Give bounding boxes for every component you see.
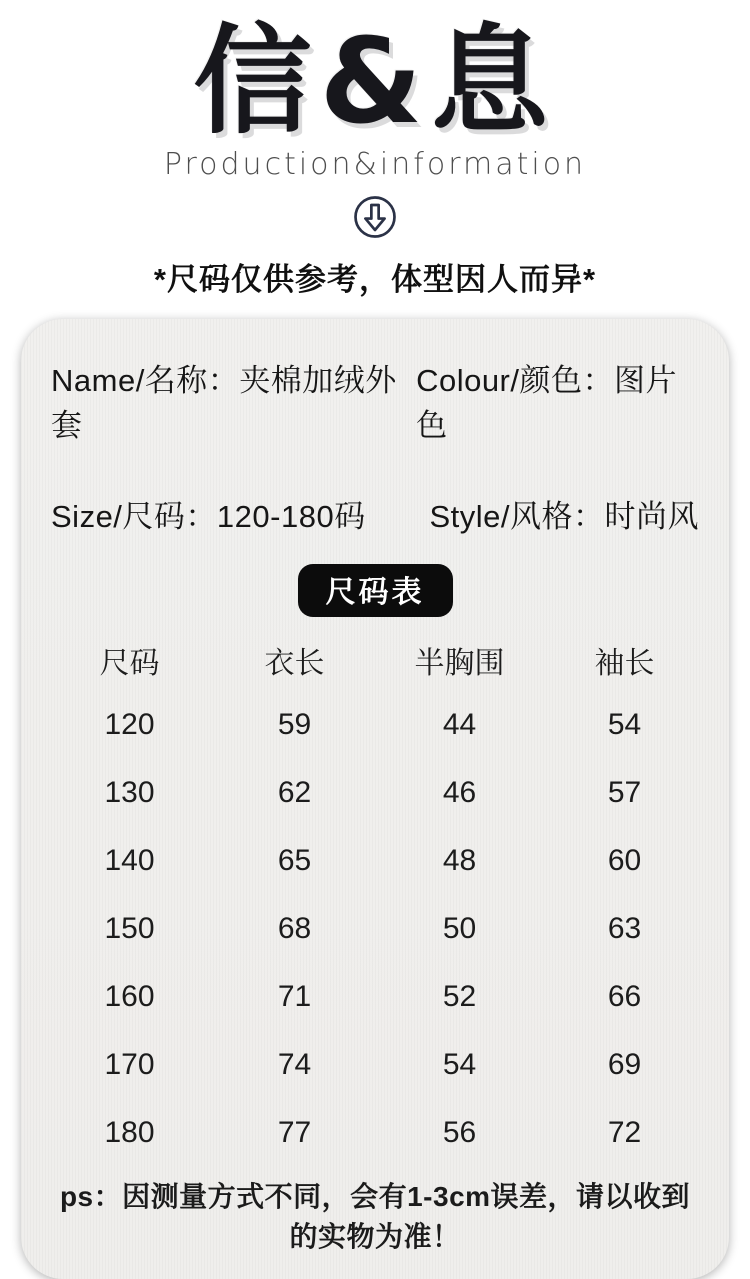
table-column-header: 袖长 (594, 647, 655, 681)
table-column-header: 尺码 (99, 647, 160, 681)
table-cell: 52 (442, 980, 477, 1014)
table-cell: 56 (442, 1116, 477, 1150)
table-cell: 74 (277, 1048, 312, 1082)
meta-colour-value: 图片色 (416, 363, 677, 444)
table-cell: 60 (607, 844, 642, 878)
size-notice: *尺码仅供参考，体型因人而异* (153, 262, 597, 298)
table-cell: 50 (442, 912, 477, 946)
down-arrow-icon (0, 192, 750, 242)
meta-row-size-style (47, 491, 703, 536)
table-cell: 77 (277, 1116, 312, 1150)
table-cell: 59 (277, 708, 312, 742)
table-cell: 68 (277, 912, 312, 946)
meta-name-value: 夹棉加绒外套 (51, 363, 397, 444)
page-title: 信&息 (193, 12, 557, 150)
table-cell: 63 (607, 912, 642, 946)
footnote: ps：因测量方式不同，会有1-3cm误差，请以收到的实物为准！ (59, 1181, 691, 1253)
table-cell: 46 (442, 776, 477, 810)
table-cell: 54 (607, 708, 642, 742)
table-cell: 71 (277, 980, 312, 1014)
table-cell: 62 (277, 776, 312, 810)
meta-name (51, 355, 416, 445)
table-cell: 69 (607, 1048, 642, 1082)
meta-row-name-colour (47, 355, 703, 445)
table-cell: 170 (104, 1048, 155, 1082)
meta-size-value: 120-180码 (216, 499, 366, 535)
table-cell: 57 (607, 776, 642, 810)
meta-style (429, 491, 699, 536)
header (0, 0, 750, 299)
size-table (47, 629, 707, 1167)
table-cell: 48 (442, 844, 477, 878)
table-cell: 180 (104, 1116, 155, 1150)
meta-colour (416, 355, 699, 445)
meta-size-label: Size/尺码： (51, 499, 217, 535)
table-cell: 120 (104, 708, 155, 742)
table-cell: 150 (104, 912, 155, 946)
size-chart-badge-wrap (47, 564, 703, 617)
meta-name-label: Name/名称： (51, 363, 240, 399)
table-column-header: 半胸围 (414, 647, 505, 681)
table-cell: 130 (104, 776, 155, 810)
meta-style-value: 时尚风 (604, 499, 699, 535)
table-cell: 140 (104, 844, 155, 878)
table-cell: 54 (442, 1048, 477, 1082)
meta-colour-label: Colour/颜色： (416, 363, 614, 399)
table-cell: 65 (277, 844, 312, 878)
page-subtitle: Production&information (163, 147, 587, 183)
table-cell: 44 (442, 708, 477, 742)
table-cell: 72 (607, 1116, 642, 1150)
table-column-header: 衣长 (264, 647, 325, 681)
size-chart-badge: 尺码表 (298, 564, 453, 617)
meta-style-label: Style/风格： (429, 499, 605, 535)
meta-size (51, 491, 366, 536)
table-cell: 66 (607, 980, 642, 1014)
table-cell: 160 (104, 980, 155, 1014)
info-card (21, 319, 729, 1279)
